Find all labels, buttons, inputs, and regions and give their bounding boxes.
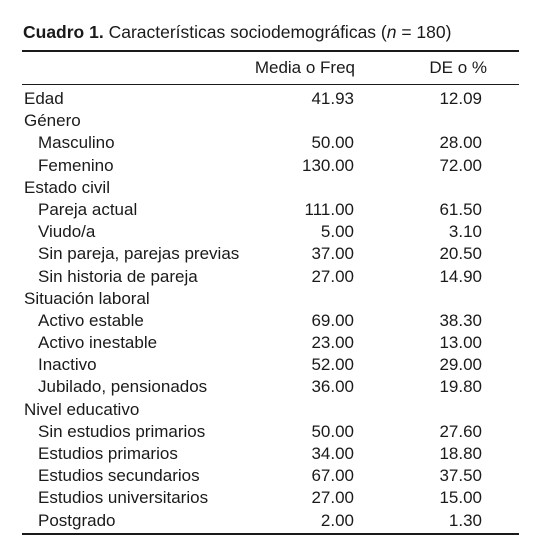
table-row	[22, 465, 519, 487]
cell-mean-freq: 23.00	[311, 333, 354, 353]
table-row	[22, 399, 519, 421]
table-row	[22, 88, 519, 110]
table-row	[22, 487, 519, 509]
cell-mean-freq: 130.00	[302, 155, 354, 175]
row-label: Nivel educativo	[24, 399, 140, 419]
row-label: Estudios secundarios	[38, 466, 200, 486]
table-row	[22, 132, 519, 154]
cell-mean-freq: 2.00	[320, 510, 354, 530]
caption-n-symbol: n	[386, 22, 397, 42]
cell-sd-percent: 61.50	[439, 199, 482, 219]
table-row	[22, 354, 519, 376]
cell-mean-freq: 5.00	[320, 222, 354, 242]
row-label: Activo estable	[38, 310, 144, 330]
caption-number: Cuadro 1.	[23, 22, 104, 42]
table-row	[22, 155, 519, 177]
table-row	[22, 110, 519, 132]
cell-sd-percent: 12.09	[439, 89, 482, 108]
row-label: Sin pareja, parejas previas	[38, 244, 240, 264]
row-label: Situación laboral	[24, 288, 150, 308]
cell-mean-freq: 41.93	[311, 89, 354, 108]
table-row	[22, 221, 519, 243]
cell-sd-percent: 19.80	[439, 377, 482, 397]
cell-sd-percent: 14.90	[439, 266, 482, 286]
row-label: Edad	[24, 89, 64, 108]
caption-text: Características sociodemográficas (	[103, 22, 387, 42]
cell-mean-freq: 37.00	[311, 244, 354, 264]
cell-sd-percent: 27.60	[439, 421, 482, 441]
row-label: Activo inestable	[38, 333, 158, 353]
row-label: Viudo/a	[38, 222, 96, 242]
table-row	[22, 310, 519, 332]
row-label: Sin estudios primarios	[38, 421, 206, 441]
cell-mean-freq: 111.00	[304, 199, 354, 219]
row-label: Inactivo	[38, 355, 97, 375]
table-row	[22, 443, 519, 465]
cell-sd-percent: 72.00	[439, 155, 482, 175]
cell-mean-freq: 36.00	[311, 377, 354, 397]
table-row	[22, 266, 519, 288]
table-row	[22, 510, 519, 532]
table-row	[22, 376, 519, 398]
cell-mean-freq: 27.00	[311, 488, 354, 508]
table-row	[22, 199, 519, 221]
bottom-rule	[22, 533, 519, 535]
column-header-sd: DE o %	[429, 58, 487, 77]
table-body	[22, 88, 519, 532]
cell-sd-percent: 38.30	[439, 310, 482, 330]
cell-mean-freq: 67.00	[311, 466, 354, 486]
table-row	[22, 243, 519, 265]
cell-sd-percent: 1.30	[448, 510, 482, 530]
table-row	[22, 421, 519, 443]
row-label: Postgrado	[38, 510, 116, 530]
table-caption	[23, 22, 451, 43]
cell-sd-percent: 29.00	[439, 355, 482, 375]
cell-mean-freq: 50.00	[311, 421, 354, 441]
row-label: Jubilado, pensionados	[38, 377, 208, 397]
cell-mean-freq: 69.00	[311, 310, 354, 330]
row-label: Estudios universitarios	[38, 488, 209, 508]
table-row	[22, 288, 519, 310]
row-label: Sin historia de pareja	[38, 266, 198, 286]
top-rule	[22, 50, 519, 52]
cell-sd-percent: 28.00	[439, 133, 482, 153]
row-label: Femenino	[38, 155, 114, 175]
cell-sd-percent: 13.00	[439, 333, 482, 353]
cell-mean-freq: 34.00	[311, 444, 354, 463]
cell-mean-freq: 52.00	[311, 355, 354, 375]
row-label: Estado civil	[24, 177, 110, 197]
cell-sd-percent: 3.10	[448, 222, 482, 242]
header-rule	[22, 84, 519, 85]
row-label: Masculino	[38, 133, 115, 153]
cell-mean-freq: 27.00	[311, 266, 354, 286]
row-label: Pareja actual	[38, 199, 138, 219]
cell-sd-percent: 18.80	[439, 444, 482, 463]
table-row	[22, 332, 519, 354]
cell-mean-freq: 50.00	[311, 133, 354, 153]
table-row	[22, 177, 519, 199]
row-label: Género	[24, 111, 81, 131]
cell-sd-percent: 20.50	[439, 244, 482, 264]
cell-sd-percent: 15.00	[439, 488, 482, 508]
caption-n-value: = 180)	[396, 22, 452, 42]
column-header-mean: Media o Freq	[254, 58, 355, 77]
row-label: Estudios primarios	[38, 444, 178, 463]
cell-sd-percent: 37.50	[439, 466, 482, 486]
